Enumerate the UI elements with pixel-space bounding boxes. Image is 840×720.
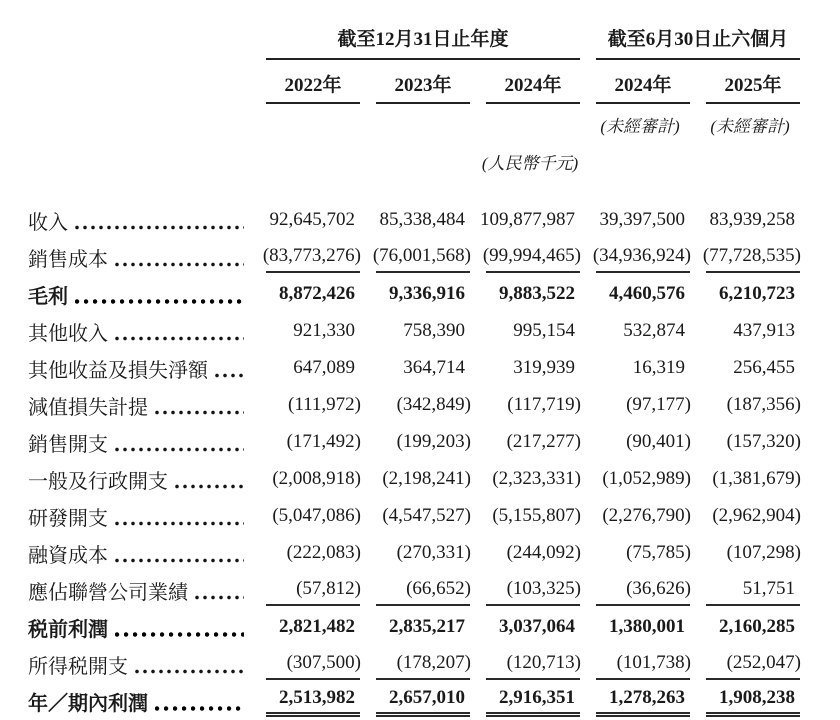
value-box (266, 314, 360, 347)
dot-leader (115, 632, 244, 637)
row-label: 銷售開支 (28, 434, 108, 456)
cell-value: 85,338,484 (379, 208, 465, 230)
value-box (376, 351, 470, 384)
value-cell (360, 683, 470, 720)
cell-value: (5,155,807) (492, 504, 581, 526)
table-row (0, 498, 840, 535)
value-box (706, 536, 800, 569)
cell-value: 1,278,263 (609, 687, 685, 708)
currency-unit-note: (人民幣千元) (481, 154, 579, 173)
table-row (0, 350, 840, 387)
value-cell (250, 313, 360, 350)
value-box (706, 684, 800, 717)
value-cell (580, 572, 690, 609)
value-cell (360, 498, 470, 535)
cell-value: 364,714 (403, 356, 465, 378)
cell-value: (101,738) (616, 651, 691, 673)
value-box (486, 647, 580, 680)
value-box (266, 647, 360, 680)
row-label: 所得税開支 (28, 656, 128, 678)
cell-value: (342,849) (396, 393, 471, 415)
value-cell (690, 276, 800, 313)
value-cell (470, 572, 580, 609)
cell-value: (76,001,568) (372, 244, 471, 266)
row-label: 收入 (28, 212, 68, 234)
dot-leader (195, 595, 244, 600)
cell-value: (4,547,527) (382, 504, 471, 526)
cell-value: (75,785) (626, 541, 691, 563)
col-group-interim (580, 24, 800, 60)
value-box (376, 277, 470, 310)
value-cell (470, 424, 580, 461)
value-box (376, 388, 470, 421)
value-box (596, 388, 690, 421)
value-cell (690, 572, 800, 609)
dot-leader (75, 225, 244, 230)
note-cell (580, 112, 690, 137)
value-box (266, 203, 360, 236)
row-label: 銷售成本 (28, 249, 108, 271)
table-row (0, 646, 840, 683)
dot-leader (115, 521, 244, 526)
cell-value: (120,713) (506, 651, 581, 673)
row-label: 其他收入 (28, 323, 108, 345)
year-header-row (0, 70, 840, 104)
table-row (0, 276, 840, 313)
value-cell (250, 646, 360, 683)
table-row (0, 239, 840, 276)
value-cell (580, 276, 690, 313)
value-box (486, 684, 580, 717)
value-box (596, 462, 690, 495)
value-cell (470, 646, 580, 683)
cell-value: 2,160,285 (719, 615, 795, 637)
year-header-cell (250, 70, 360, 104)
table-row (0, 313, 840, 350)
row-label: 其他收益及損失淨額 (28, 360, 208, 382)
value-box (482, 240, 581, 273)
unaudited-note-row (0, 112, 840, 137)
col-group-annual (250, 24, 580, 60)
unaudited-note: (未經審計) (600, 117, 680, 136)
value-box (486, 425, 580, 458)
cell-value: 2,916,351 (499, 687, 575, 708)
value-cell (250, 609, 360, 646)
cell-value: 2,835,217 (389, 615, 465, 637)
row-label-cell (0, 276, 250, 313)
value-cell (690, 424, 800, 461)
row-label-cell (0, 609, 250, 646)
value-cell (580, 202, 690, 239)
value-cell (690, 387, 800, 424)
value-box (266, 388, 360, 421)
cell-value: 92,645,702 (269, 208, 355, 230)
value-cell (690, 202, 800, 239)
dot-leader (115, 447, 244, 452)
table-row (0, 609, 840, 646)
table-row (0, 535, 840, 572)
value-cell (470, 276, 580, 313)
value-box (376, 499, 470, 532)
row-label: 一般及行政開支 (28, 471, 168, 493)
dot-leader (115, 262, 244, 267)
value-cell (360, 572, 470, 609)
value-cell (360, 350, 470, 387)
value-box (262, 240, 361, 273)
value-box (706, 647, 800, 680)
value-cell (690, 683, 800, 720)
value-cell (360, 313, 470, 350)
value-cell (580, 313, 690, 350)
cell-value: (2,323,331) (492, 467, 581, 489)
cell-value: 1,380,001 (609, 615, 685, 637)
value-box (486, 610, 580, 643)
value-box (266, 499, 360, 532)
value-box (486, 536, 580, 569)
cell-value: (36,626) (626, 577, 691, 599)
cell-value: (97,177) (626, 393, 691, 415)
table-body (0, 202, 840, 720)
year-header-cell (470, 70, 580, 104)
value-cell (360, 609, 470, 646)
value-cell (580, 535, 690, 572)
year-header: 2025年 (706, 70, 800, 104)
cell-value: 2,513,982 (279, 687, 355, 708)
value-cell (250, 572, 360, 609)
value-cell (470, 387, 580, 424)
value-box (596, 425, 690, 458)
row-label: 年／期內利潤 (28, 693, 148, 715)
value-cell (360, 202, 470, 239)
value-box (266, 462, 360, 495)
year-header-cell (690, 70, 800, 104)
cell-value: (222,083) (286, 541, 361, 563)
value-box (266, 573, 360, 606)
cell-value: (1,052,989) (602, 467, 691, 489)
value-box (702, 240, 801, 273)
value-cell (470, 498, 580, 535)
value-cell (470, 461, 580, 498)
cell-value: (34,936,924) (592, 244, 691, 266)
cell-value: (99,994,465) (482, 244, 581, 266)
cell-value: 995,154 (513, 319, 575, 341)
value-cell (580, 646, 690, 683)
value-box (596, 684, 690, 717)
cell-value: 8,872,426 (279, 282, 355, 304)
table-row (0, 461, 840, 498)
row-label-cell (0, 535, 250, 572)
value-cell (580, 387, 690, 424)
cell-value: (83,773,276) (262, 244, 361, 266)
cell-value: (5,047,086) (272, 504, 361, 526)
cell-value: 647,089 (293, 356, 355, 378)
dot-leader (75, 299, 244, 304)
table-row (0, 202, 840, 239)
row-label: 應佔聯營公司業績 (28, 582, 188, 604)
row-label-cell (0, 350, 250, 387)
value-cell (250, 461, 360, 498)
value-box (706, 499, 800, 532)
cell-value: 532,874 (623, 319, 685, 341)
year-header: 2024年 (596, 70, 690, 104)
value-cell (250, 350, 360, 387)
value-cell (250, 202, 360, 239)
value-box (266, 425, 360, 458)
cell-value: 1,908,238 (719, 687, 795, 708)
value-box (486, 573, 580, 606)
value-box (706, 573, 800, 606)
value-box (372, 240, 471, 273)
cell-value: (117,719) (507, 393, 581, 415)
cell-value: 256,455 (733, 356, 795, 378)
value-cell (690, 535, 800, 572)
value-box (376, 536, 470, 569)
row-label: 減值損失計提 (28, 397, 148, 419)
value-cell (470, 683, 580, 720)
col-group-annual-label: 截至12月31日止年度 (266, 24, 580, 60)
value-box (596, 314, 690, 347)
dot-leader (155, 410, 244, 415)
cell-value: (1,381,679) (712, 467, 801, 489)
note-cell (470, 149, 580, 174)
row-label: 税前利潤 (28, 619, 108, 641)
value-cell (360, 646, 470, 683)
cell-value: (2,008,918) (272, 467, 361, 489)
value-cell (580, 609, 690, 646)
cell-value: 6,210,723 (719, 282, 795, 304)
row-label: 研發開支 (28, 508, 108, 530)
value-box (376, 425, 470, 458)
value-box (376, 314, 470, 347)
value-box (376, 647, 470, 680)
value-box (266, 536, 360, 569)
value-box (706, 314, 800, 347)
value-box (596, 647, 690, 680)
cell-value: 109,877,987 (480, 208, 575, 230)
cell-value: (2,276,790) (602, 504, 691, 526)
note-cell (690, 112, 800, 137)
value-box (706, 277, 800, 310)
dot-leader (135, 669, 244, 674)
value-cell (690, 498, 800, 535)
year-header: 2024年 (486, 70, 580, 104)
cell-value: (244,092) (506, 541, 581, 563)
cell-value: (77,728,535) (702, 244, 801, 266)
row-label-cell (0, 498, 250, 535)
table-row (0, 683, 840, 720)
dot-leader (215, 373, 244, 378)
value-cell (580, 424, 690, 461)
cell-value: 83,939,258 (709, 208, 795, 230)
value-box (596, 277, 690, 310)
cell-value: 3,037,064 (499, 615, 575, 637)
header-spacer (0, 24, 250, 60)
value-box (486, 462, 580, 495)
value-box (376, 573, 470, 606)
value-cell (470, 313, 580, 350)
value-cell (250, 498, 360, 535)
dot-leader (115, 558, 244, 563)
value-box (266, 277, 360, 310)
value-box (706, 425, 800, 458)
value-cell (580, 498, 690, 535)
value-cell (580, 350, 690, 387)
value-box (266, 610, 360, 643)
table-row (0, 387, 840, 424)
value-cell (250, 276, 360, 313)
value-cell (690, 609, 800, 646)
value-box (706, 610, 800, 643)
cell-value: (199,203) (396, 430, 471, 452)
value-box (706, 351, 800, 384)
value-box (706, 388, 800, 421)
cell-value: (270,331) (396, 541, 471, 563)
cell-value: (217,277) (506, 430, 581, 452)
cell-value: (111,972) (288, 393, 361, 415)
cell-value: 4,460,576 (609, 282, 685, 304)
cell-value: 39,397,500 (599, 208, 685, 230)
cell-value: 437,913 (733, 319, 795, 341)
value-cell (580, 683, 690, 720)
cell-value: 9,336,916 (389, 282, 465, 304)
value-cell (470, 350, 580, 387)
year-header-cell (360, 70, 470, 104)
cell-value: 758,390 (403, 319, 465, 341)
value-box (596, 610, 690, 643)
value-box (376, 610, 470, 643)
row-label-cell (0, 683, 250, 720)
value-cell (250, 239, 360, 276)
value-box (266, 684, 360, 717)
row-label-cell (0, 424, 250, 461)
value-cell (470, 239, 580, 276)
row-label-cell (0, 461, 250, 498)
row-label: 毛利 (28, 286, 68, 308)
row-label-cell (0, 313, 250, 350)
cell-value: (57,812) (296, 577, 361, 599)
value-box (376, 684, 470, 717)
value-cell (580, 461, 690, 498)
value-cell (360, 535, 470, 572)
cell-value: (66,652) (406, 577, 471, 599)
value-cell (360, 461, 470, 498)
value-box (486, 388, 580, 421)
value-cell (470, 609, 580, 646)
value-box (486, 351, 580, 384)
value-box (486, 277, 580, 310)
year-header-cell (580, 70, 690, 104)
cell-value: (307,500) (286, 651, 361, 673)
year-header: 2023年 (376, 70, 470, 104)
table-row (0, 572, 840, 609)
value-box (486, 314, 580, 347)
row-label: 融資成本 (28, 545, 108, 567)
table-row (0, 424, 840, 461)
value-cell (250, 387, 360, 424)
value-box (480, 203, 580, 236)
value-cell (360, 239, 470, 276)
cell-value: (2,198,241) (382, 467, 471, 489)
value-cell (690, 350, 800, 387)
row-label-cell (0, 202, 250, 239)
year-header: 2022年 (266, 70, 360, 104)
value-cell (690, 239, 800, 276)
value-cell (250, 683, 360, 720)
value-cell (470, 535, 580, 572)
value-cell (690, 313, 800, 350)
cell-value: (178,207) (396, 651, 471, 673)
value-box (596, 351, 690, 384)
value-box (376, 203, 470, 236)
column-group-row (0, 24, 840, 60)
cell-value: 51,751 (742, 577, 795, 599)
currency-unit-row (0, 149, 840, 174)
value-cell (250, 535, 360, 572)
cell-value: 9,883,522 (499, 282, 575, 304)
value-box (596, 536, 690, 569)
cell-value: 319,939 (513, 356, 575, 378)
value-cell (360, 387, 470, 424)
dot-leader (115, 336, 244, 341)
value-box (706, 462, 800, 495)
cell-value: (157,320) (726, 430, 801, 452)
table-header (0, 24, 840, 174)
value-cell (690, 461, 800, 498)
value-cell (250, 424, 360, 461)
value-cell (470, 202, 580, 239)
cell-value: (171,492) (286, 430, 361, 452)
row-label-cell (0, 646, 250, 683)
row-label-cell (0, 572, 250, 609)
cell-value: 921,330 (293, 319, 355, 341)
row-label-cell (0, 387, 250, 424)
value-cell (580, 239, 690, 276)
value-box (596, 499, 690, 532)
cell-value: (103,325) (506, 577, 581, 599)
cell-value: (107,298) (726, 541, 801, 563)
value-box (376, 462, 470, 495)
cell-value: 2,821,482 (279, 615, 355, 637)
value-box (486, 499, 580, 532)
value-box (266, 351, 360, 384)
dot-leader (175, 484, 244, 489)
row-label-cell (0, 239, 250, 276)
cell-value: 16,319 (632, 356, 685, 378)
value-box (706, 203, 800, 236)
header-spacer (0, 70, 250, 104)
value-box (596, 203, 690, 236)
value-cell (690, 646, 800, 683)
col-group-interim-label: 截至6月30日止六個月 (596, 24, 800, 60)
value-cell (360, 424, 470, 461)
cell-value: (252,047) (726, 651, 801, 673)
value-cell (360, 276, 470, 313)
cell-value: (2,962,904) (712, 504, 801, 526)
cell-value: 2,657,010 (389, 687, 465, 708)
value-box (596, 573, 690, 606)
dot-leader (155, 706, 244, 711)
cell-value: (90,401) (626, 430, 691, 452)
cell-value: (187,356) (726, 393, 801, 415)
value-box (592, 240, 691, 273)
unaudited-note: (未經審計) (710, 117, 790, 136)
